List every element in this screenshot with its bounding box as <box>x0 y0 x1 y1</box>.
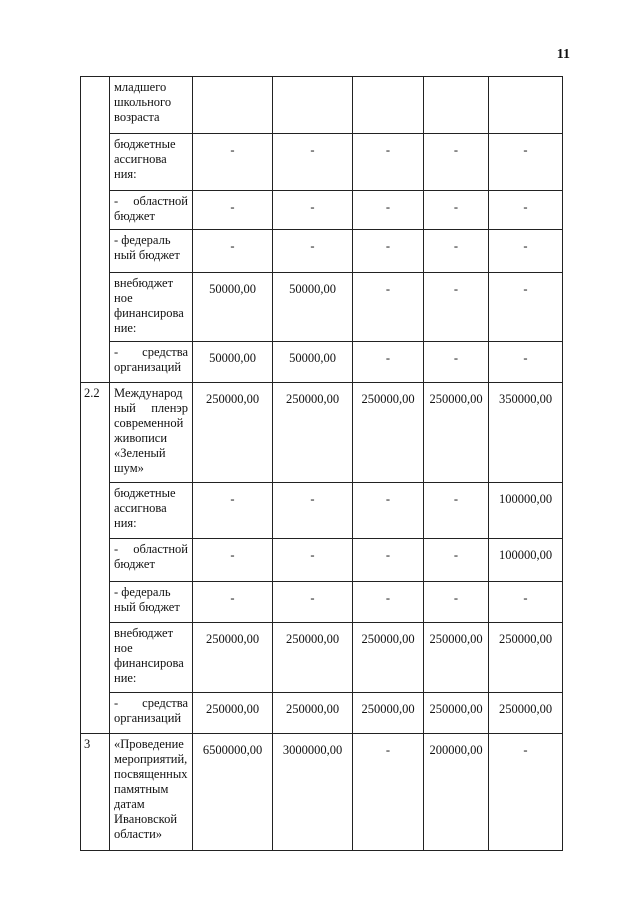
table-row <box>81 342 563 383</box>
value-cell: - <box>273 230 353 273</box>
item-name-cell: бюджетные ассигнова ния: <box>110 134 193 191</box>
item-name-cell: - областной бюджет <box>110 191 193 230</box>
value-cell: 50000,00 <box>193 273 273 342</box>
table-row <box>81 623 563 693</box>
value-cell: - <box>193 230 273 273</box>
value-cell: 250000,00 <box>193 693 273 734</box>
value-cell: 250000,00 <box>424 693 489 734</box>
value-cell: 50000,00 <box>273 273 353 342</box>
value-cell: 250000,00 <box>273 693 353 734</box>
value-cell: 250000,00 <box>273 383 353 483</box>
value-cell: 250000,00 <box>489 693 563 734</box>
value-cell: - <box>193 483 273 539</box>
value-cell: 250000,00 <box>353 383 424 483</box>
table-row <box>81 693 563 734</box>
value-cell: - <box>489 134 563 191</box>
value-cell: - <box>424 342 489 383</box>
item-name-cell: - федераль ный бюджет <box>110 230 193 273</box>
value-cell: 250000,00 <box>273 623 353 693</box>
value-cell: - <box>489 582 563 623</box>
funding-table <box>80 76 563 851</box>
value-cell: 3000000,00 <box>273 734 353 851</box>
value-cell: - <box>424 273 489 342</box>
value-cell: 250000,00 <box>489 623 563 693</box>
value-cell: - <box>489 342 563 383</box>
table-row <box>81 582 563 623</box>
value-cell: - <box>353 134 424 191</box>
item-name-cell: бюджетные ассигнова ния: <box>110 483 193 539</box>
value-cell: - <box>193 134 273 191</box>
value-cell: - <box>353 273 424 342</box>
value-cell: - <box>424 191 489 230</box>
item-name-cell: внебюджет ное финансирова ние: <box>110 273 193 342</box>
value-cell: - <box>273 483 353 539</box>
item-name-cell: - федераль ный бюджет <box>110 582 193 623</box>
value-cell: - <box>273 134 353 191</box>
value-cell <box>489 77 563 134</box>
item-name-cell: Международ ный пленэр современной живописи «Зеленый шум» <box>110 383 193 483</box>
value-cell: 350000,00 <box>489 383 563 483</box>
table-row <box>81 483 563 539</box>
table-row <box>81 230 563 273</box>
value-cell: - <box>353 230 424 273</box>
value-cell <box>273 77 353 134</box>
value-cell: - <box>489 734 563 851</box>
value-cell <box>424 77 489 134</box>
value-cell: - <box>424 582 489 623</box>
item-name-cell: «Проведение мероприятий, посвященных памятным датам Ивановской области» <box>110 734 193 851</box>
row-number-cell: 2.2 <box>81 383 110 734</box>
row-number-cell: 3 <box>81 734 110 851</box>
table-row <box>81 383 563 483</box>
value-cell <box>193 77 273 134</box>
value-cell: 250000,00 <box>193 623 273 693</box>
value-cell: - <box>353 582 424 623</box>
item-name-cell: - средства организаций <box>110 342 193 383</box>
value-cell: 250000,00 <box>193 383 273 483</box>
value-cell: - <box>273 191 353 230</box>
item-name-cell: - средства организаций <box>110 693 193 734</box>
value-cell: 250000,00 <box>353 623 424 693</box>
value-cell: 100000,00 <box>489 539 563 582</box>
value-cell: 100000,00 <box>489 483 563 539</box>
value-cell: 50000,00 <box>273 342 353 383</box>
value-cell: - <box>353 342 424 383</box>
value-cell: - <box>273 582 353 623</box>
item-name-cell: - областной бюджет <box>110 539 193 582</box>
row-number-cell <box>81 77 110 383</box>
value-cell: - <box>424 230 489 273</box>
item-name-cell: младшего школьного возраста <box>110 77 193 134</box>
value-cell: 200000,00 <box>424 734 489 851</box>
table-row <box>81 191 563 230</box>
value-cell: - <box>424 483 489 539</box>
value-cell: - <box>489 230 563 273</box>
value-cell: - <box>193 539 273 582</box>
value-cell: - <box>353 483 424 539</box>
value-cell: 250000,00 <box>424 623 489 693</box>
item-name-cell: внебюджет ное финансирова ние: <box>110 623 193 693</box>
table-row <box>81 539 563 582</box>
value-cell: 50000,00 <box>193 342 273 383</box>
value-cell: 250000,00 <box>424 383 489 483</box>
value-cell: - <box>424 134 489 191</box>
table-row <box>81 734 563 851</box>
value-cell: - <box>193 191 273 230</box>
value-cell <box>353 77 424 134</box>
value-cell: - <box>489 273 563 342</box>
value-cell: - <box>353 734 424 851</box>
table-row <box>81 273 563 342</box>
value-cell: - <box>489 191 563 230</box>
table-row <box>81 77 563 134</box>
value-cell: - <box>353 191 424 230</box>
value-cell: - <box>273 539 353 582</box>
value-cell: 6500000,00 <box>193 734 273 851</box>
page-number: 11 <box>556 47 570 62</box>
value-cell: - <box>353 539 424 582</box>
value-cell: - <box>193 582 273 623</box>
table-row <box>81 134 563 191</box>
value-cell: 250000,00 <box>353 693 424 734</box>
value-cell: - <box>424 539 489 582</box>
